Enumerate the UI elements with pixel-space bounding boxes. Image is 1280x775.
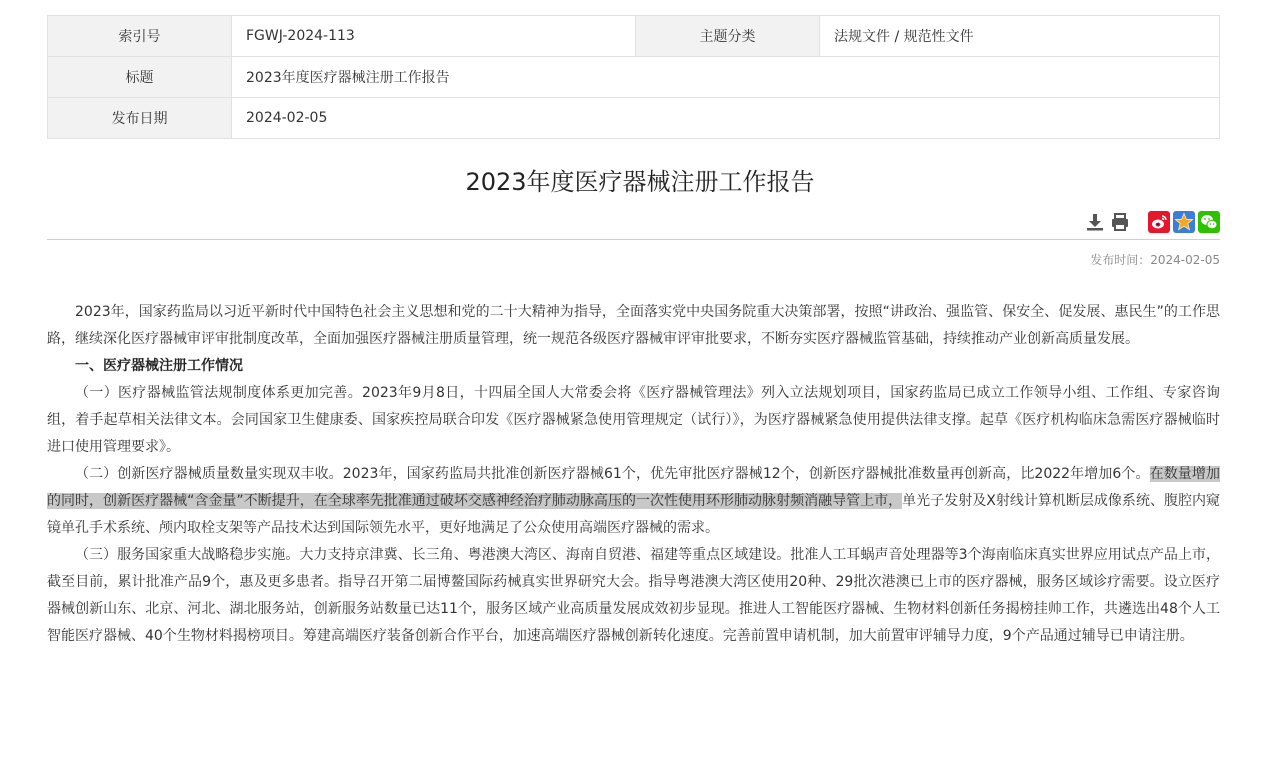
title-divider	[47, 239, 1220, 240]
section-heading: 一、医疗器械注册工作情况	[75, 358, 243, 374]
title-value: 2023年度医疗器械注册工作报告	[232, 57, 1220, 98]
selected-text-highlight[interactable]: 在数量增加的同时，创新医疗器械“含金量”不断提升，在全球率先批准通过破坏交感神经治疗肺动脉高压的一次性使用环形肺动脉射频消融导管上市，	[47, 466, 1220, 509]
article-toolbar	[1081, 211, 1220, 233]
paragraph-innovation	[47, 461, 1220, 542]
document-meta-table	[47, 15, 1220, 139]
index-value: FGWJ-2024-113	[232, 16, 636, 57]
meta-row-title	[48, 57, 1220, 98]
favorite-icon[interactable]	[1173, 211, 1195, 233]
print-icon[interactable]	[1109, 211, 1131, 233]
innovation-text-end: 单光子发射及X射线计算机断层成像系统、腹腔内窥镜单孔手术系统、颅内取栓支架等产品技术达到国际领先水平，更好地满足了公众使用高端医疗器械的需求。	[47, 493, 1220, 536]
title-label: 标题	[48, 57, 232, 98]
article-body	[47, 299, 1220, 650]
category-label: 主题分类	[636, 16, 820, 57]
publish-time: 发布时间：2024-02-05	[1090, 253, 1220, 267]
download-icon[interactable]	[1084, 211, 1106, 233]
article-title: 2023年度医疗器械注册工作报告	[465, 168, 815, 196]
paragraph-regulations: （一）医疗器械监管法规制度体系更加完善。2023年9月8日，十四届全国人大常委会将《医疗器械管理法》列入立法规划项目，国家药监局已成立工作领导小组、工作组、专家咨询组，着手起草相关法律文本。会同国家卫生健康委、国家疾控局联合印发《医疗器械紧急使用管理规定（试行）》，为医疗器械紧急使用提供法律支撑。起草《医疗机构临床急需医疗器械临时进口使用管理要求》。	[47, 385, 1220, 455]
meta-row-date	[48, 98, 1220, 139]
meta-row-index	[48, 16, 1220, 57]
category-value: 法规文件 / 规范性文件	[820, 16, 1220, 57]
weibo-icon[interactable]	[1148, 211, 1170, 233]
innovation-text-start: （二）创新医疗器械质量数量实现双丰收。2023年，国家药监局共批准创新医疗器械61个，优先审批医疗器械12个，创新医疗器械批准数量再创新高，比2022年增加6个。	[75, 466, 1150, 482]
index-label: 索引号	[48, 16, 232, 57]
paragraph-intro: 2023年，国家药监局以习近平新时代中国特色社会主义思想和党的二十大精神为指导，全面落实党中央国务院重大决策部署，按照“讲政治、强监管、保安全、促发展、惠民生”的工作思路，继续深化医疗器械审评审批制度改革，全面加强医疗器械注册质量管理，统一规范各级医疗器械审评审批要求，不断夯实医疗器械监管基础，持续推动产业创新高质量发展。	[47, 304, 1220, 347]
paragraph-strategy: （三）服务国家重大战略稳步实施。大力支持京津冀、长三角、粤港澳大湾区、海南自贸港、福建等重点区域建设。批准人工耳蜗声音处理器等3个海南临床真实世界应用试点产品上市，截至目前，累计批准产品9个，惠及更多患者。指导召开第二届博鳌国际药械真实世界研究大会。指导粤港澳大湾区使用20种、29批次港澳已上市的医疗器械，服务区域诊疗需要。设立医疗器械创新山东、北京、河北、湖北服务站，创新服务站数量已达11个，服务区域产业高质量发展成效初步显现。推进人工智能医疗器械、生物材料创新任务揭榜挂帅工作，共遴选出48个人工智能医疗器械、40个生物材料揭榜项目。筹建高端医疗装备创新合作平台，加速高端医疗器械创新转化速度。完善前置申请机制，加大前置审评辅导力度，9个产品通过辅导已申请注册。	[47, 547, 1220, 644]
wechat-icon[interactable]	[1198, 211, 1220, 233]
date-value: 2024-02-05	[232, 98, 1220, 139]
date-label: 发布日期	[48, 98, 232, 139]
